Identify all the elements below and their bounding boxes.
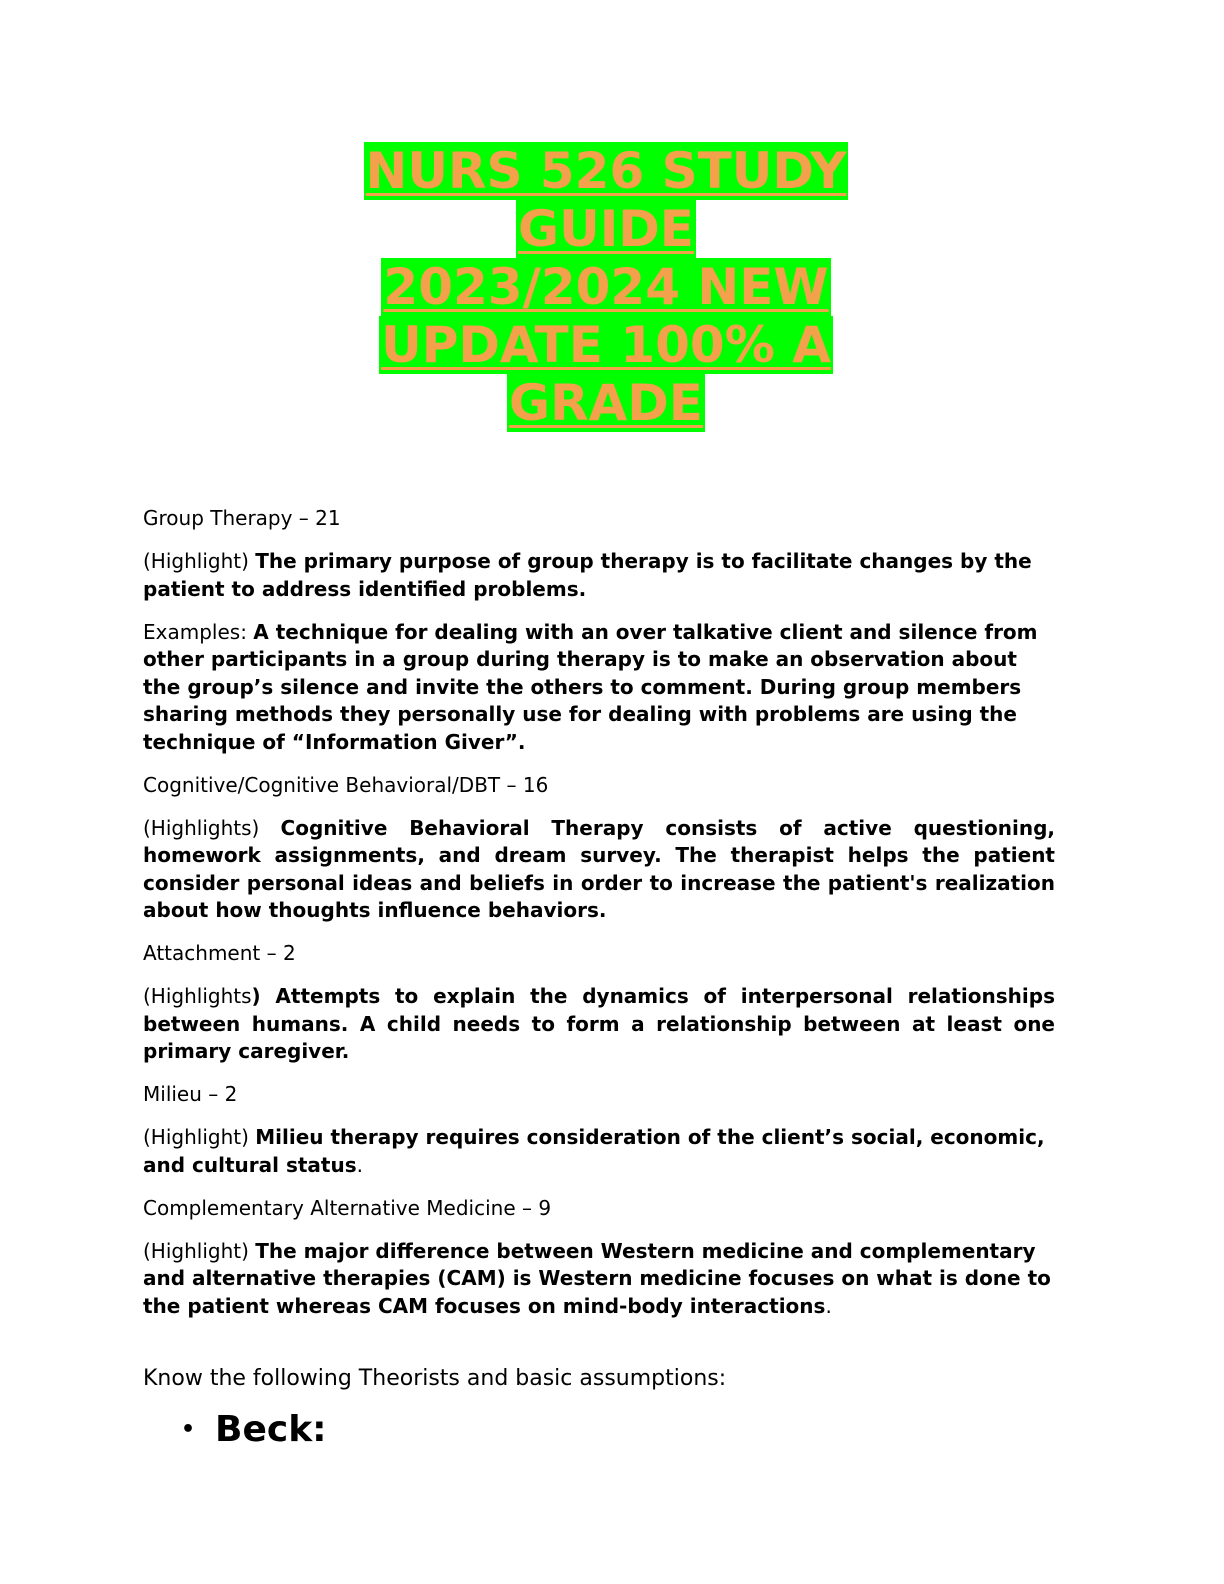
section-heading-cognitive: Cognitive/Cognitive Behavioral/DBT – 16: [143, 772, 549, 797]
list-item: [143, 1408, 1055, 1452]
section-heading-milieu: Milieu – 2: [143, 1082, 238, 1106]
paragraph-group-therapy-examples: [143, 619, 1055, 757]
theorists-heading: Know the following Theorists and basic assumptions:: [143, 1366, 727, 1391]
title-line: [300, 142, 912, 200]
paragraph-milieu-highlight: [143, 1124, 1055, 1179]
paragraph-tail: .: [825, 1293, 832, 1318]
section-heading-cam: Complementary Alternative Medicine – 9: [143, 1195, 552, 1220]
document-body: [143, 505, 1055, 1452]
title-line-text: NURS 526 STUDY: [365, 142, 847, 200]
paragraph-lead: (Highlight): [143, 1125, 256, 1149]
paragraph-body: The major difference between Western medicine and complementary and alternative therapies (CAM) is Western medicine focuses on what is done to the patient whereas CAM focuses on mind-body interactions: [143, 1238, 1051, 1318]
paragraph-tail: .: [356, 1152, 363, 1177]
paragraph-lead: (Highlight): [143, 1238, 256, 1263]
paragraph-lead: (Highlights): [143, 815, 281, 840]
bullet-icon: •: [181, 1417, 196, 1442]
title-line-text: UPDATE 100% A: [381, 316, 831, 374]
title-line: [300, 200, 912, 258]
title-line: [300, 316, 912, 374]
paragraph-body: ) Attempts to explain the dynamics of interpersonal relationships between humans. A child needs to form a relationship between at least one primary caregiver.: [143, 984, 1055, 1063]
paragraph-body: Milieu therapy requires consideration of the client’s social, economic, and cultural status: [143, 1125, 1045, 1177]
paragraph-cam-highlight: [143, 1238, 1055, 1321]
theorists-list: [143, 1408, 1055, 1452]
paragraph-group-therapy-highlight: [143, 548, 1055, 603]
section-heading-attachment: Attachment – 2: [143, 941, 296, 965]
title-line-text: GUIDE: [518, 200, 694, 258]
paragraph-attachment-highlight: [143, 983, 1055, 1066]
paragraph-lead: (Highlight): [143, 549, 256, 573]
section-heading-group-therapy: Group Therapy – 21: [143, 506, 341, 530]
title-line-text: 2023/2024 NEW: [383, 258, 829, 316]
title-line: [300, 374, 912, 432]
title-line: [300, 258, 912, 316]
paragraph-body: Cognitive Behavioral Therapy consists of active questioning, homework assignments, and dream survey. The therapist helps the patient consider personal ideas and beliefs in order to increase the patient's realization about how thoughts influence behaviors.: [143, 815, 1055, 922]
paragraph-body: The primary purpose of group therapy is to facilitate changes by the patient to address identified problems.: [143, 549, 1032, 601]
title-line-text: GRADE: [509, 374, 703, 432]
paragraph-lead: (Highlights: [143, 984, 252, 1008]
paragraph-body: A technique for dealing with an over talkative client and silence from other participants in a group during therapy is to make an observation about the group’s silence and invite the others to comment. During group members sharing methods they personally use for dealing with problems are using the technique of “Information Giver”.: [143, 619, 1038, 754]
document-title: [300, 142, 912, 432]
paragraph-cognitive-highlight: [143, 815, 1055, 925]
paragraph-lead: Examples:: [143, 619, 254, 644]
theorist-name: Beck:: [215, 1409, 327, 1450]
